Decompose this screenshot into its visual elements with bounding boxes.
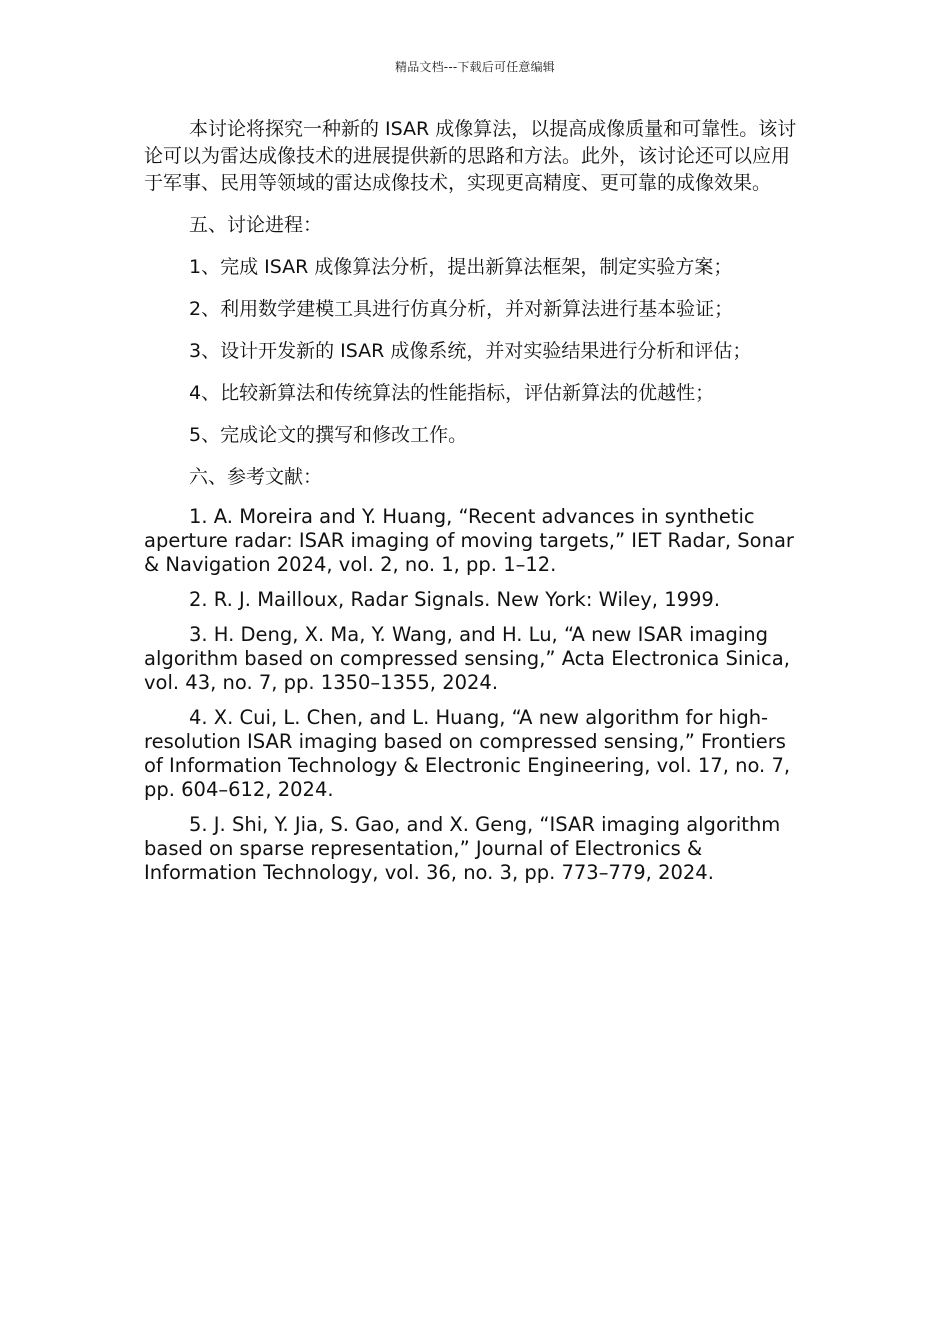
reference-item: 1. A. Moreira and Y. Huang, “Recent advances in synthetic aperture radar: ISAR imaging of moving targets,” IET Radar, Sonar & Navigation 2024, vol. 2, no. 1, pp. 1–12. bbox=[144, 505, 794, 576]
progress-item: 4、比较新算法和传统算法的性能指标，评估新算法的优越性； bbox=[189, 382, 715, 404]
progress-item: 1、完成 ISAR 成像算法分析，提出新算法框架，制定实验方案； bbox=[189, 256, 733, 278]
page-header: 精品文档---下载后可任意编辑 bbox=[395, 60, 555, 74]
section-heading-progress: 五、讨论进程： bbox=[189, 214, 323, 236]
progress-item: 2、利用数学建模工具进行仿真分析，并对新算法进行基本验证； bbox=[189, 298, 734, 320]
reference-item: 2. R. J. Mailloux, Radar Signals. New York: Wiley, 1999. bbox=[189, 588, 721, 611]
reference-item: 5. J. Shi, Y. Jia, S. Gao, and X. Geng, “ISAR imaging algorithm based on sparse representation,” Journal of Electronics & Information Technology, vol. 36, no. 3, pp. 773–779, 2024. bbox=[144, 813, 781, 884]
document-body bbox=[144, 116, 804, 896]
progress-item: 3、设计开发新的 ISAR 成像系统，并对实验结果进行分析和评估； bbox=[189, 340, 752, 362]
intro-paragraph: 本讨论将探究一种新的 ISAR 成像算法，以提高成像质量和可靠性。该讨论可以为雷达成像技术的进展提供新的思路和方法。此外，该讨论还可以应用于军事、民用等领域的雷达成像技术，实现更高精度、更可靠的成像效果。 bbox=[144, 118, 797, 194]
reference-item: 4. X. Cui, L. Chen, and L. Huang, “A new algorithm for high-resolution ISAR imaging based on compressed sensing,” Frontiers of Information Technology & Electronic Engineering, vol. 17, no. 7, pp. 604–612, 2024. bbox=[144, 706, 791, 801]
reference-item: 3. H. Deng, X. Ma, Y. Wang, and H. Lu, “A new ISAR imaging algorithm based on compressed sensing,” Acta Electronica Sinica, vol. 43, no. 7, pp. 1350–1355, 2024. bbox=[144, 623, 790, 694]
section-heading-references: 六、参考文献： bbox=[189, 466, 323, 488]
progress-item: 5、完成论文的撰写和修改工作。 bbox=[189, 424, 468, 446]
